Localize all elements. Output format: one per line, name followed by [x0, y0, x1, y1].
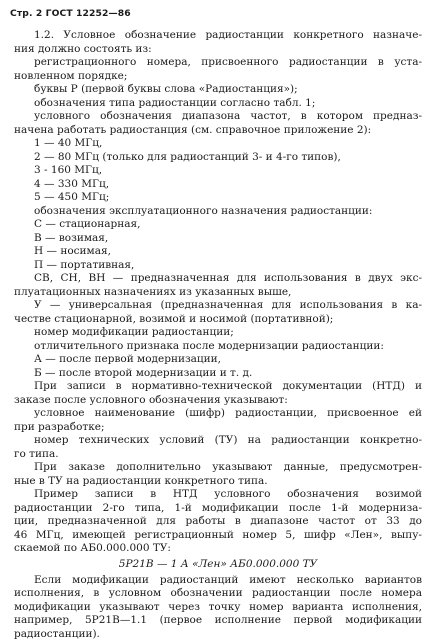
text-line: СВ, СН, ВН — предназначенная для использования в двух экс-: [14, 272, 422, 286]
text-line: радиостанции 2-го типа, 1-й модификации после 1-й модерниза-: [14, 502, 422, 516]
text-line: А — после первой модернизации,: [14, 353, 422, 367]
text-line: Пример записи в НТД условного обозначения возимой: [14, 488, 422, 502]
text-line: условное наименование (шифр) радиостанции, присвоенное ей: [14, 407, 422, 421]
text-line: отличительного признака после модернизации радиостанции:: [14, 340, 422, 354]
text-line: У — универсальная (предназначенная для использования в ка-: [14, 299, 422, 313]
text-line: 2 — 80 МГц (только для радиостанций 3- и 4-го типов),: [14, 151, 422, 165]
text-line: Если модификации радиостанций имеют несколько вариантов: [14, 574, 422, 588]
text-line: Н — носимая,: [14, 245, 422, 259]
text-line: 1.2. Условное обозначение радиостанции конкретного назначе-: [14, 29, 422, 43]
example-designation: 5Р21В — 1 А «Лен» АБ0.000.000 ТУ: [14, 556, 422, 574]
text-line: При заказе дополнительно указывают данные, предусмотрен-: [14, 461, 422, 475]
document-body: [14, 29, 422, 641]
text-line: 3 - 160 МГц,: [14, 164, 422, 178]
text-line: заказе после условного обозначения указывают:: [14, 394, 422, 408]
text-line: исполнения, в условном обозначении радиостанции после номера: [14, 587, 422, 601]
text-line: С — стационарная,: [14, 218, 422, 232]
text-line: буквы Р (первой буквы слова «Радиостанция»);: [14, 83, 422, 97]
text-line: новленном порядке;: [14, 70, 422, 84]
text-line: например, 5Р21В—1.1 (первое исполнение первой модификации: [14, 614, 422, 628]
text-line: П — портативная,: [14, 259, 422, 273]
page-header: Стр. 2 ГОСТ 12252—86: [10, 8, 131, 19]
text-line: ции, предназначенной для работы в диапазоне частот от 33 до: [14, 515, 422, 529]
text-line: честве стационарной, возимой и носимой (портативной);: [14, 313, 422, 327]
text-line: начена работать радиостанция (см. справочное приложение 2):: [14, 124, 422, 138]
text-line: радиостанции).: [14, 628, 422, 641]
text-line: В — возимая,: [14, 232, 422, 246]
text-line: скаемой по АБ0.000.000 ТУ:: [14, 542, 422, 556]
text-line: регистрационного номера, присвоенного радиостанции в уста-: [14, 56, 422, 70]
text-line: номер технических условий (ТУ) на радиостанции конкретно-: [14, 434, 422, 448]
text-line: го типа.: [14, 448, 422, 462]
text-line: при разработке;: [14, 421, 422, 435]
text-line: номер модификации радиостанции;: [14, 326, 422, 340]
text-line: ные в ТУ на радиостанции конкретного типа.: [14, 475, 422, 489]
text-line: обозначения типа радиостанции согласно табл. 1;: [14, 97, 422, 111]
text-line: 5 — 450 МГц;: [14, 191, 422, 205]
text-line: ния должно состоять из:: [14, 43, 422, 57]
text-line: При записи в нормативно-технической документации (НТД) и: [14, 380, 422, 394]
text-line: условного обозначения диапазона частот, в котором предназ-: [14, 110, 422, 124]
text-line: Б — после второй модернизации и т. д.: [14, 367, 422, 381]
text-line: 4 — 330 МГц,: [14, 178, 422, 192]
text-line: модификации указывают через точку номер варианта исполнения,: [14, 601, 422, 615]
text-line: плуатационных назначениях из указанных выше,: [14, 286, 422, 300]
text-line: обозначения эксплуатационного назначения радиостанции:: [14, 205, 422, 219]
text-line: 1 — 40 МГц,: [14, 137, 422, 151]
text-line: 46 МГц, имеющей регистрационный номер 5, шифр «Лен», выпу-: [14, 529, 422, 543]
